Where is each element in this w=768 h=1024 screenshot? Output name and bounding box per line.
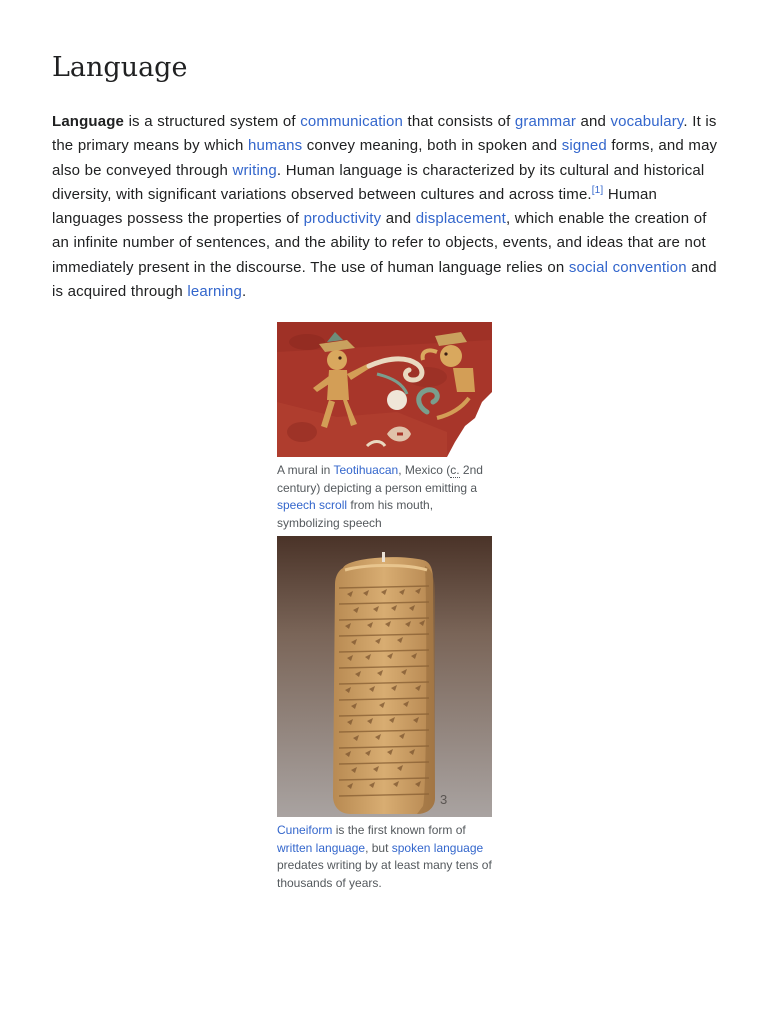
caption-text: , but (365, 840, 392, 855)
lead-text: is a structured system of (124, 113, 301, 130)
lead-text: and is acquired through (52, 258, 717, 301)
caption-text: 2nd century) depicting a person emitting a (277, 463, 483, 495)
page-title: Language (52, 52, 188, 83)
caption-text: is the first known form of (332, 823, 466, 837)
tablet-number-label: 3 (440, 792, 448, 807)
figure-mural (277, 322, 492, 532)
circa-abbreviation: c. (450, 463, 460, 477)
caption-text: A mural in (277, 463, 334, 477)
lead-text: . (241, 283, 247, 301)
link-spoken-language[interactable]: spoken language (391, 840, 484, 855)
link-communication[interactable]: communication (300, 113, 404, 130)
lead-text: . Human language is characterized by its cultural and historical diversity, with significant variations observed between cultures and across time. (52, 161, 705, 203)
lead-text: that consists of (403, 113, 515, 130)
figure-cuneiform (277, 536, 492, 892)
cuneiform-tablet-image[interactable] (277, 536, 492, 817)
lead-text: . It is the primary means by which (52, 113, 717, 155)
caption-text: , Mexico ( (398, 463, 451, 477)
lead-text: forms, and may also be conveyed through (52, 137, 718, 179)
lead-text: convey meaning, both in spoken and (302, 137, 562, 155)
link-vocabulary[interactable]: vocabulary (610, 113, 684, 130)
reference-1-link[interactable]: [1] (591, 184, 604, 196)
lead-text: Human languages possess the properties of (52, 185, 657, 228)
mural-image[interactable] (277, 322, 492, 457)
caption-text: from his mouth, symbolizing speech (277, 498, 434, 530)
lead-text: and (381, 210, 416, 228)
link-displacement[interactable]: displacement (415, 210, 506, 228)
link-cuneiform[interactable]: Cuneiform (277, 823, 333, 837)
link-written-language[interactable]: written language (277, 840, 366, 855)
link-humans[interactable]: humans (247, 137, 303, 155)
link-productivity[interactable]: productivity (303, 210, 382, 228)
caption-text: predates writing by at least many tens of thousands of years. (277, 858, 492, 890)
link-grammar[interactable]: grammar (514, 113, 576, 130)
link-writing[interactable]: writing (232, 161, 277, 179)
lead-paragraph (52, 110, 718, 304)
link-social-convention[interactable]: social convention (568, 258, 687, 276)
link-teotihuacan[interactable]: Teotihuacan (333, 463, 399, 477)
mural-caption (277, 462, 492, 532)
cuneiform-caption (277, 822, 492, 892)
link-learning[interactable]: learning (187, 283, 242, 301)
lead-text: , which enable the creation of an infinite number of sentences, and the ability to refer to objects, events, and ideas that are not immediately present in the discourse. The use of human language relies on (52, 210, 707, 276)
link-signed[interactable]: signed (561, 137, 607, 155)
lead-text: and (575, 113, 611, 130)
bold-term: Language (52, 113, 125, 130)
link-speech-scroll[interactable]: speech scroll (277, 498, 348, 513)
